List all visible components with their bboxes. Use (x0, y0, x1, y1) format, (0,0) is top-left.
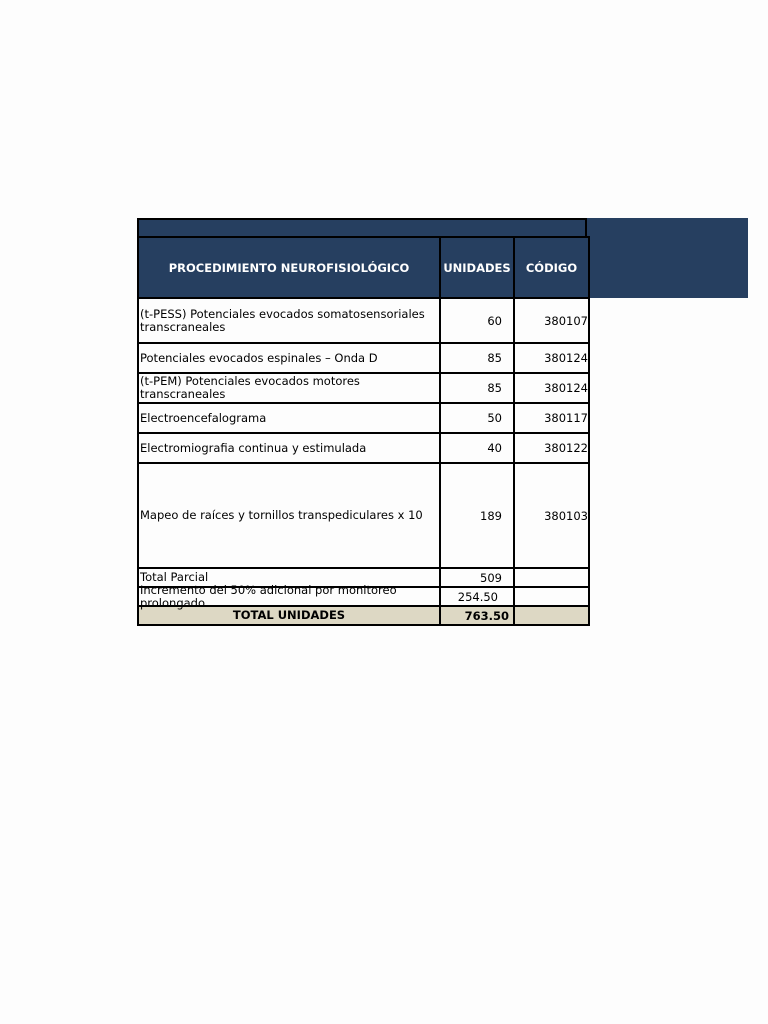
procedure-cell: Mapeo de raíces y tornillos transpediculares x 10 (138, 463, 440, 568)
code-cell: 380124 (514, 343, 589, 373)
increment-label: Incremento del 50% adicional por monitoreo prolongado (140, 582, 397, 610)
table-row (138, 298, 589, 343)
header-units: UNIDADES (440, 237, 514, 298)
total-units: 763.50 (440, 606, 514, 625)
units-cell: 189 (440, 463, 514, 568)
increment-units: 254.50 (440, 587, 514, 606)
units-cell: 85 (440, 373, 514, 403)
code-cell: 380103 (514, 463, 589, 568)
increment-code (514, 587, 589, 606)
header-procedure: PROCEDIMIENTO NEUROFISIOLÓGICO (138, 237, 440, 298)
units-cell: 60 (440, 298, 514, 343)
procedure-cell: Electroencefalograma (138, 403, 440, 433)
increment-label-cell (138, 582, 440, 610)
table-row (138, 373, 589, 403)
table-row (138, 343, 589, 373)
units-cell: 40 (440, 433, 514, 463)
procedure-cell: Potenciales evocados espinales – Onda D (138, 343, 440, 373)
procedure-cell: (t-PESS) Potenciales evocados somatosensoriales transcraneales (138, 298, 440, 343)
header-band-top (137, 218, 587, 237)
increment-row (138, 587, 589, 606)
subtotal-label: Total Parcial (138, 568, 440, 587)
total-row (138, 606, 589, 625)
header-band-right (587, 218, 748, 298)
procedure-cell: Electromiografia continua y estimulada (138, 433, 440, 463)
code-cell: 380122 (514, 433, 589, 463)
code-cell: 380124 (514, 373, 589, 403)
header-code: CÓDIGO (514, 237, 589, 298)
table-row (138, 463, 589, 568)
subtotal-code (514, 568, 589, 587)
units-cell: 50 (440, 403, 514, 433)
procedures-table (137, 236, 590, 626)
code-cell: 380107 (514, 298, 589, 343)
table-row (138, 403, 589, 433)
procedure-cell: (t-PEM) Potenciales evocados motores transcraneales (138, 373, 440, 403)
units-cell: 85 (440, 343, 514, 373)
subtotal-units: 509 (440, 568, 514, 587)
table-row (138, 433, 589, 463)
total-label: TOTAL UNIDADES (138, 606, 440, 625)
code-cell: 380117 (514, 403, 589, 433)
total-code (514, 606, 589, 625)
table-header-row (138, 237, 589, 298)
